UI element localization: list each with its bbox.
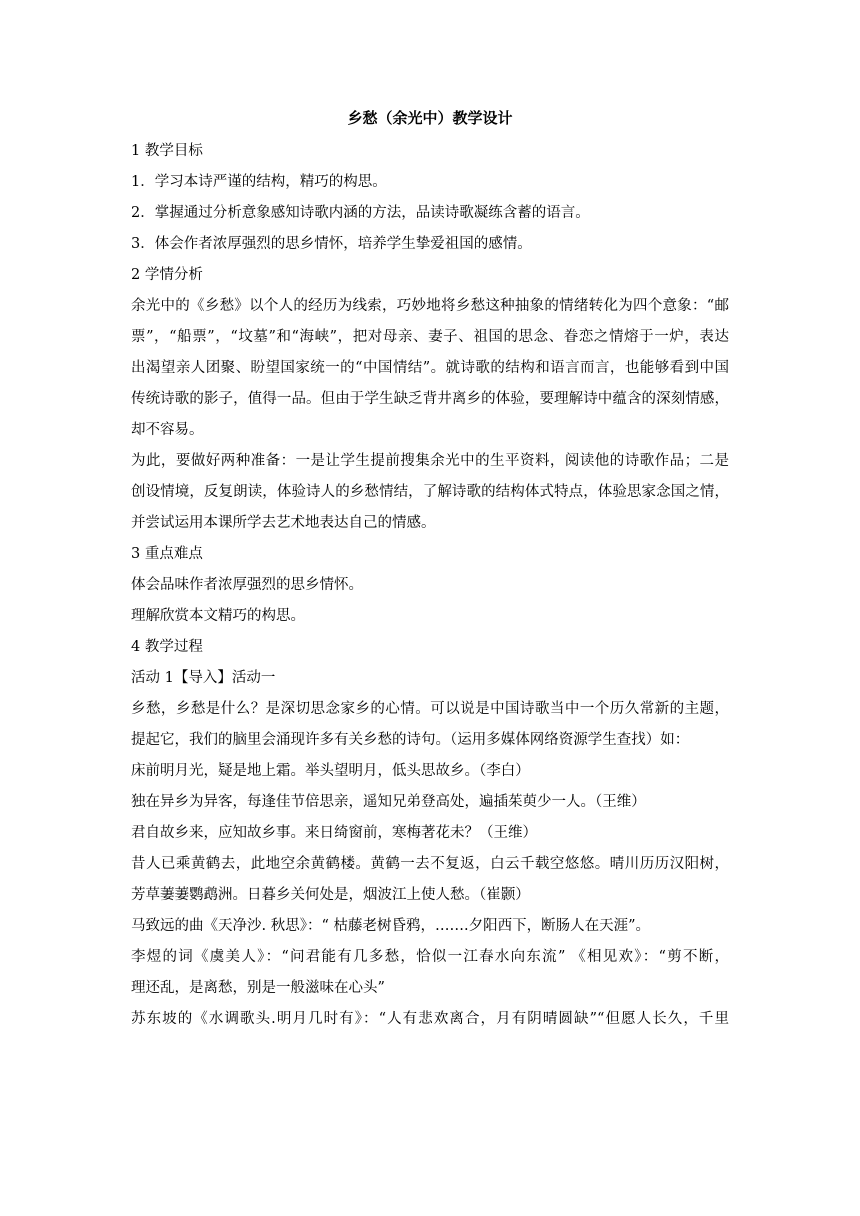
analysis-paragraph-1 [131,291,729,446]
poem-quote-5: 马致远的曲《天净沙. 秋思》：“ 枯藤老树昏鸦，…….夕阳西下，断肠人在天涯”。 [131,918,651,934]
intro-paragraph [131,694,729,756]
paragraph-line: 余光中的《乡愁》以个人的经历为线索，巧妙地将乡愁这种抽象的情绪转化为四个意象：“邮 [131,298,729,314]
key-point-2: 理解欣赏本文精巧的构思。 [131,608,305,624]
poem-quote-6 [131,942,729,1004]
paragraph-line: 却不容易。 [131,422,204,438]
paragraph-line: 提起它，我们的脑里会涌现许多有关乡愁的诗句。（运用多媒体网络资源学生查找）如： [131,732,690,748]
goal-item-1: 1．学习本诗严谨的结构，精巧的构思。 [131,174,387,190]
paragraph-line: 传统诗歌的影子，值得一品。但由于学生缺乏背井离乡的体验，要理解诗中蕴含的深刻情感， [131,391,729,407]
section-heading-analysis: 2 学情分析 [131,267,203,283]
section-heading-key-points: 3 重点难点 [131,546,203,562]
analysis-paragraph-2 [131,446,729,539]
section-heading-goals: 1 教学目标 [131,143,203,159]
activity-heading: 活动 1【导入】活动一 [131,670,276,686]
paragraph-line: 乡愁，乡愁是什么？是深切思念家乡的心情。可以说是中国诗歌当中一个历久常新的主题， [131,701,729,717]
paragraph-line: 创设情境，反复朗读，体验诗人的乡愁情结，了解诗歌的结构体式特点，体验思家念国之情， [131,484,729,500]
paragraph-line: 并尝试运用本课所学去艺术地表达自己的情感。 [131,515,436,531]
paragraph-line: 理还乱，是离愁，别是一般滋味在心头” [131,980,385,996]
document-content [131,108,729,1035]
paragraph-line: 出渴望亲人团聚、盼望国家统一的“中国情结”。就诗歌的结构和语言而言，也能够看到中国 [131,360,729,376]
paragraph-line: 昔人已乘黄鹤去，此地空余黄鹤楼。黄鹤一去不复返，白云千载空悠悠。晴川历历汉阳树， [131,856,729,872]
goal-item-2: 2．掌握通过分析意象感知诗歌内涵的方法，品读诗歌凝练含蓄的语言。 [131,205,590,221]
document-title: 乡愁（余光中）教学设计 [347,109,513,127]
poem-quote-7: 苏东坡的《水调歌头.明月几时有》：“人有悲欢离合，月有阴晴圆缺”“但愿人长久，千里 [131,1011,729,1027]
poem-quote-3: 君自故乡来，应知故乡事。来日绮窗前，寒梅著花未？（王维） [131,825,537,841]
paragraph-line: 李煜的词《虞美人》：“问君能有几多愁，恰似一江春水向东流” 《相见欢》：“剪不断， [131,949,729,965]
paragraph-line: 为此，要做好两种准备：一是让学生提前搜集余光中的生平资料，阅读他的诗歌作品；二是 [131,453,729,469]
paragraph-line: 芳草萋萋鹦鹉洲。日暮乡关何处是，烟波江上使人愁。（崔颢） [131,887,530,903]
goal-item-3: 3．体会作者浓厚强烈的思乡情怀，培养学生挚爱祖国的感情。 [131,236,532,252]
poem-quote-4 [131,849,729,911]
section-heading-process: 4 教学过程 [131,639,203,655]
poem-quote-2: 独在异乡为异客，每逢佳节倍思亲，遥知兄弟登高处，遍插茱萸少一人。（王维） [131,794,646,810]
poem-quote-1: 床前明月光，疑是地上霜。举头望明月，低头思故乡。（李白） [131,763,530,779]
key-point-1: 体会品味作者浓厚强烈的思乡情怀。 [131,577,363,593]
paragraph-line: 票”，“船票”，“坟墓”和“海峡”，把对母亲、妻子、祖国的思念、眷恋之情熔于一炉，表达 [131,329,729,345]
